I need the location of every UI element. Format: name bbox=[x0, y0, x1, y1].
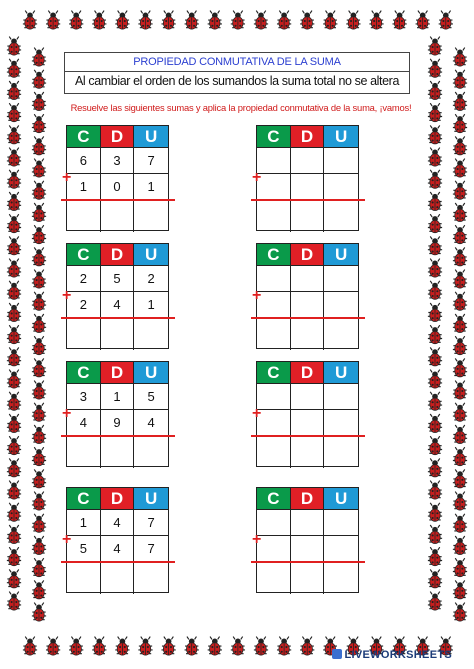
ladybug-icon bbox=[231, 637, 245, 656]
result-cell[interactable] bbox=[257, 200, 291, 232]
ladybug-icon bbox=[346, 11, 360, 30]
ladybug-icon bbox=[428, 592, 442, 611]
ladybug-icon bbox=[369, 11, 383, 30]
ladybug-icon bbox=[428, 81, 442, 100]
addend-cell[interactable] bbox=[291, 510, 325, 536]
ladybug-icon bbox=[453, 558, 467, 577]
ladybug-icon bbox=[453, 536, 467, 555]
result-cell[interactable] bbox=[67, 200, 101, 232]
addend-cell: 5 bbox=[134, 384, 168, 410]
addend-cell: 4 bbox=[67, 410, 101, 436]
footer-text: LIVEWORKSHEETS bbox=[344, 649, 452, 661]
ladybug-icon bbox=[32, 514, 46, 533]
column-header: U bbox=[324, 244, 358, 266]
addend-cell: 4 bbox=[101, 292, 135, 318]
ladybug-icon bbox=[453, 48, 467, 67]
ladybug-icon bbox=[32, 181, 46, 200]
ladybug-icon bbox=[32, 247, 46, 266]
title-divider bbox=[65, 71, 409, 72]
plus-sign: + bbox=[62, 287, 72, 304]
ladybug-icon bbox=[453, 403, 467, 422]
column-header: C bbox=[67, 362, 101, 384]
ladybug-icon bbox=[453, 92, 467, 111]
addend-cell: 2 bbox=[67, 266, 101, 292]
ladybug-icon bbox=[428, 59, 442, 78]
addend-cell[interactable] bbox=[257, 410, 291, 436]
ladybug-icon bbox=[7, 81, 21, 100]
addend-cell[interactable] bbox=[324, 174, 358, 200]
ladybug-icon bbox=[7, 569, 21, 588]
result-cell[interactable] bbox=[67, 318, 101, 350]
column-header: U bbox=[134, 244, 168, 266]
ladybug-icon bbox=[428, 148, 442, 167]
place-value-grid bbox=[62, 125, 169, 231]
result-cell[interactable] bbox=[324, 318, 358, 350]
result-cell[interactable] bbox=[134, 436, 168, 468]
addend-cell[interactable] bbox=[291, 174, 325, 200]
page-title: PROPIEDAD CONMUTATIVA DE LA SUMA bbox=[133, 56, 341, 68]
ladybug-icon bbox=[7, 392, 21, 411]
ladybug-icon bbox=[32, 558, 46, 577]
ladybug-icon bbox=[231, 11, 245, 30]
result-cell[interactable] bbox=[324, 562, 358, 594]
ladybug-icon bbox=[69, 11, 83, 30]
ladybug-icon bbox=[7, 436, 21, 455]
ladybug-icon bbox=[32, 114, 46, 133]
result-cell[interactable] bbox=[101, 318, 135, 350]
ladybug-icon bbox=[453, 514, 467, 533]
ladybug-icon bbox=[453, 492, 467, 511]
ladybug-icon bbox=[254, 11, 268, 30]
plus-sign: + bbox=[252, 287, 262, 304]
ladybug-icon bbox=[453, 70, 467, 89]
column-header: C bbox=[257, 362, 291, 384]
ladybug-icon bbox=[32, 469, 46, 488]
plus-sign: + bbox=[62, 169, 72, 186]
addend-cell[interactable] bbox=[324, 266, 358, 292]
ladybug-icon bbox=[7, 281, 21, 300]
ladybug-icon bbox=[7, 192, 21, 211]
page-subtitle: Al cambiar el orden de los sumandos la suma total no se altera bbox=[75, 74, 399, 88]
ladybug-icon bbox=[32, 203, 46, 222]
ladybug-icon bbox=[7, 547, 21, 566]
result-cell[interactable] bbox=[324, 200, 358, 232]
footer-logo bbox=[332, 649, 453, 661]
ladybug-icon bbox=[428, 259, 442, 278]
addend-cell: 2 bbox=[134, 266, 168, 292]
addend-cell[interactable] bbox=[257, 536, 291, 562]
addend-cell: 3 bbox=[101, 148, 135, 174]
column-header: D bbox=[101, 362, 135, 384]
place-value-grid bbox=[252, 361, 359, 467]
addend-cell[interactable] bbox=[291, 148, 325, 174]
addend-cell: 4 bbox=[101, 536, 135, 562]
title-box bbox=[64, 52, 410, 94]
ladybug-icon bbox=[115, 637, 129, 656]
ladybug-icon bbox=[323, 11, 337, 30]
ladybug-icon bbox=[138, 637, 152, 656]
ladybug-icon bbox=[428, 236, 442, 255]
ladybug-icon bbox=[300, 637, 314, 656]
result-cell[interactable] bbox=[67, 436, 101, 468]
ladybug-icon bbox=[453, 181, 467, 200]
ladybug-icon bbox=[428, 569, 442, 588]
addend-cell[interactable] bbox=[257, 266, 291, 292]
ladybug-icon bbox=[428, 192, 442, 211]
plus-sign: + bbox=[62, 531, 72, 548]
ladybug-icon bbox=[32, 92, 46, 111]
ladybug-icon bbox=[7, 414, 21, 433]
ladybug-icon bbox=[453, 603, 467, 622]
ladybug-icon bbox=[428, 414, 442, 433]
ladybug-icon bbox=[32, 336, 46, 355]
addend-cell[interactable] bbox=[324, 536, 358, 562]
ladybug-icon bbox=[7, 103, 21, 122]
ladybug-icon bbox=[185, 637, 199, 656]
ladybug-icon bbox=[32, 536, 46, 555]
ladybug-icon bbox=[453, 203, 467, 222]
ladybug-icon bbox=[300, 11, 314, 30]
column-header: D bbox=[101, 126, 135, 148]
ladybug-icon bbox=[428, 370, 442, 389]
addend-cell[interactable] bbox=[291, 536, 325, 562]
ladybug-icon bbox=[428, 170, 442, 189]
ladybug-icon bbox=[185, 11, 199, 30]
ladybug-icon bbox=[7, 458, 21, 477]
instruction-text: Resuelve las siguientes sumas y aplica la propiedad conmutativa de la suma, ¡vamos! bbox=[70, 102, 412, 113]
ladybug-icon bbox=[32, 358, 46, 377]
ladybug-icon bbox=[7, 59, 21, 78]
addend-cell: 0 bbox=[101, 174, 135, 200]
place-value-grid bbox=[62, 487, 169, 593]
ladybug-icon bbox=[7, 525, 21, 544]
ladybug-icon bbox=[453, 292, 467, 311]
ladybug-icon bbox=[92, 11, 106, 30]
ladybug-icon bbox=[453, 381, 467, 400]
addend-cell[interactable] bbox=[291, 384, 325, 410]
sum-line bbox=[251, 435, 365, 437]
ladybug-icon bbox=[32, 603, 46, 622]
ladybug-icon bbox=[453, 247, 467, 266]
column-header: D bbox=[291, 362, 325, 384]
plus-sign: + bbox=[252, 405, 262, 422]
column-header: D bbox=[291, 126, 325, 148]
column-header: U bbox=[134, 362, 168, 384]
ladybug-icon bbox=[7, 347, 21, 366]
column-header: U bbox=[324, 362, 358, 384]
ladybug-icon bbox=[428, 392, 442, 411]
addend-cell: 6 bbox=[67, 148, 101, 174]
result-cell[interactable] bbox=[257, 562, 291, 594]
sum-line bbox=[61, 435, 175, 437]
addend-cell[interactable] bbox=[291, 292, 325, 318]
ladybug-icon bbox=[32, 48, 46, 67]
ladybug-icon bbox=[428, 547, 442, 566]
result-cell[interactable] bbox=[291, 200, 325, 232]
result-cell[interactable] bbox=[257, 318, 291, 350]
ladybug-icon bbox=[428, 347, 442, 366]
ladybug-icon bbox=[32, 580, 46, 599]
addend-cell: 5 bbox=[67, 536, 101, 562]
ladybug-icon bbox=[32, 136, 46, 155]
ladybug-icon bbox=[428, 214, 442, 233]
result-cell[interactable] bbox=[101, 436, 135, 468]
ladybug-icon bbox=[453, 425, 467, 444]
ladybug-icon bbox=[428, 125, 442, 144]
column-header: C bbox=[257, 244, 291, 266]
column-header: C bbox=[67, 126, 101, 148]
result-cell[interactable] bbox=[291, 562, 325, 594]
ladybug-icon bbox=[138, 11, 152, 30]
column-header: U bbox=[134, 488, 168, 510]
ladybug-icon bbox=[208, 11, 222, 30]
addend-cell[interactable] bbox=[257, 292, 291, 318]
addend-cell: 1 bbox=[134, 174, 168, 200]
sum-line bbox=[251, 561, 365, 563]
ladybug-icon bbox=[416, 11, 430, 30]
ladybug-icon bbox=[32, 225, 46, 244]
ladybug-icon bbox=[46, 11, 60, 30]
place-value-grid bbox=[252, 243, 359, 349]
ladybug-icon bbox=[7, 37, 21, 56]
ladybug-icon bbox=[208, 637, 222, 656]
addend-cell[interactable] bbox=[291, 410, 325, 436]
place-value-grid bbox=[252, 487, 359, 593]
plus-sign: + bbox=[252, 169, 262, 186]
ladybug-icon bbox=[7, 325, 21, 344]
ladybug-icon bbox=[32, 447, 46, 466]
ladybug-icon bbox=[7, 236, 21, 255]
column-header: U bbox=[324, 126, 358, 148]
result-cell[interactable] bbox=[134, 318, 168, 350]
column-header: U bbox=[324, 488, 358, 510]
ladybug-icon bbox=[32, 403, 46, 422]
column-header: C bbox=[67, 244, 101, 266]
ladybug-icon bbox=[453, 336, 467, 355]
result-cell[interactable] bbox=[101, 200, 135, 232]
ladybug-icon bbox=[7, 170, 21, 189]
addend-cell: 2 bbox=[67, 292, 101, 318]
addend-cell: 4 bbox=[134, 410, 168, 436]
addend-cell[interactable] bbox=[324, 292, 358, 318]
ladybug-icon bbox=[453, 136, 467, 155]
ladybug-icon bbox=[428, 458, 442, 477]
ladybug-icon bbox=[453, 225, 467, 244]
sum-line bbox=[251, 317, 365, 319]
addend-cell[interactable] bbox=[257, 510, 291, 536]
ladybug-icon bbox=[453, 270, 467, 289]
ladybug-icon bbox=[453, 447, 467, 466]
ladybug-icon bbox=[453, 114, 467, 133]
ladybug-icon bbox=[32, 492, 46, 511]
ladybug-icon bbox=[7, 503, 21, 522]
result-cell[interactable] bbox=[134, 562, 168, 594]
column-header: D bbox=[291, 488, 325, 510]
result-cell[interactable] bbox=[324, 436, 358, 468]
ladybug-icon bbox=[32, 314, 46, 333]
addend-cell: 3 bbox=[67, 384, 101, 410]
result-cell[interactable] bbox=[134, 200, 168, 232]
ladybug-icon bbox=[7, 259, 21, 278]
sum-line bbox=[61, 199, 175, 201]
ladybug-icon bbox=[7, 125, 21, 144]
ladybug-icon bbox=[453, 580, 467, 599]
ladybug-icon bbox=[439, 11, 453, 30]
ladybug-icon bbox=[23, 11, 37, 30]
result-cell[interactable] bbox=[67, 562, 101, 594]
ladybug-icon bbox=[7, 303, 21, 322]
addend-cell[interactable] bbox=[257, 174, 291, 200]
result-cell[interactable] bbox=[101, 562, 135, 594]
sum-line bbox=[251, 199, 365, 201]
result-cell[interactable] bbox=[291, 436, 325, 468]
ladybug-icon bbox=[428, 503, 442, 522]
addend-cell: 5 bbox=[101, 266, 135, 292]
addend-cell: 4 bbox=[101, 510, 135, 536]
column-header: C bbox=[67, 488, 101, 510]
plus-sign: + bbox=[252, 531, 262, 548]
ladybug-icon bbox=[32, 270, 46, 289]
place-value-grid bbox=[62, 361, 169, 467]
ladybug-icon bbox=[46, 637, 60, 656]
ladybug-icon bbox=[428, 103, 442, 122]
column-header: C bbox=[257, 488, 291, 510]
ladybug-icon bbox=[428, 325, 442, 344]
addend-cell[interactable] bbox=[324, 510, 358, 536]
ladybug-icon bbox=[428, 281, 442, 300]
addend-cell[interactable] bbox=[324, 410, 358, 436]
column-header: D bbox=[101, 488, 135, 510]
ladybug-icon bbox=[7, 214, 21, 233]
addend-cell: 1 bbox=[134, 292, 168, 318]
addend-cell[interactable] bbox=[291, 266, 325, 292]
ladybug-icon bbox=[7, 481, 21, 500]
ladybug-icon bbox=[428, 303, 442, 322]
ladybug-icon bbox=[23, 637, 37, 656]
ladybug-icon bbox=[453, 314, 467, 333]
addend-cell: 7 bbox=[134, 536, 168, 562]
ladybug-icon bbox=[7, 370, 21, 389]
column-header: D bbox=[101, 244, 135, 266]
column-header: C bbox=[257, 126, 291, 148]
ladybug-icon bbox=[277, 11, 291, 30]
addend-cell[interactable] bbox=[257, 384, 291, 410]
ladybug-icon bbox=[428, 481, 442, 500]
addend-cell: 1 bbox=[101, 384, 135, 410]
ladybug-icon bbox=[32, 159, 46, 178]
ladybug-icon bbox=[69, 637, 83, 656]
addend-cell: 7 bbox=[134, 148, 168, 174]
plus-sign: + bbox=[62, 405, 72, 422]
ladybug-icon bbox=[277, 637, 291, 656]
ladybug-icon bbox=[161, 637, 175, 656]
sum-line bbox=[61, 561, 175, 563]
ladybug-icon bbox=[32, 292, 46, 311]
ladybug-icon bbox=[392, 11, 406, 30]
ladybug-icon bbox=[428, 436, 442, 455]
ladybug-icon bbox=[453, 469, 467, 488]
liveworksheets-icon bbox=[332, 649, 342, 659]
ladybug-icon bbox=[7, 592, 21, 611]
addend-cell[interactable] bbox=[324, 148, 358, 174]
sum-line bbox=[61, 317, 175, 319]
result-cell[interactable] bbox=[291, 318, 325, 350]
place-value-grid bbox=[62, 243, 169, 349]
addend-cell[interactable] bbox=[324, 384, 358, 410]
addend-cell[interactable] bbox=[257, 148, 291, 174]
addend-cell: 1 bbox=[67, 174, 101, 200]
ladybug-icon bbox=[32, 425, 46, 444]
column-header: U bbox=[134, 126, 168, 148]
ladybug-icon bbox=[254, 637, 268, 656]
addend-cell: 7 bbox=[134, 510, 168, 536]
ladybug-icon bbox=[7, 148, 21, 167]
ladybug-icon bbox=[428, 525, 442, 544]
column-header: D bbox=[291, 244, 325, 266]
ladybug-icon bbox=[453, 358, 467, 377]
addend-cell: 9 bbox=[101, 410, 135, 436]
addend-cell: 1 bbox=[67, 510, 101, 536]
ladybug-icon bbox=[428, 37, 442, 56]
place-value-grid bbox=[252, 125, 359, 231]
result-cell[interactable] bbox=[257, 436, 291, 468]
ladybug-icon bbox=[161, 11, 175, 30]
ladybug-icon bbox=[115, 11, 129, 30]
ladybug-icon bbox=[92, 637, 106, 656]
ladybug-icon bbox=[453, 159, 467, 178]
ladybug-icon bbox=[32, 381, 46, 400]
ladybug-icon bbox=[32, 70, 46, 89]
